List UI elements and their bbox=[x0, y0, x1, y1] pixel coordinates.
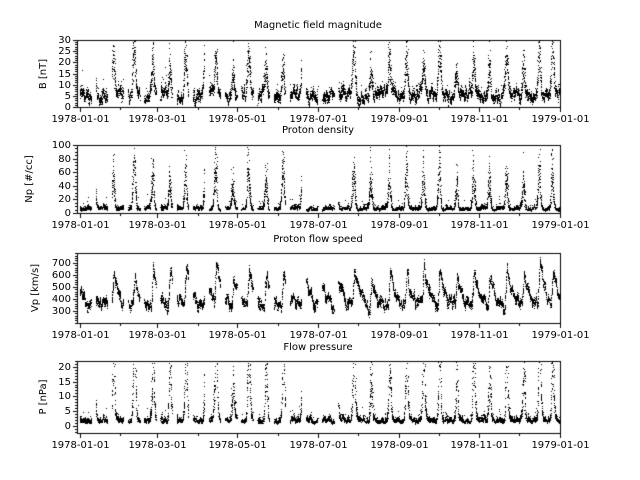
x-tick-label: 1978-09-01 bbox=[370, 114, 429, 125]
y-tick-label: 80 bbox=[58, 153, 71, 165]
x-tick-label: 1978-09-01 bbox=[370, 330, 429, 341]
x-tick-label: 1978-11-01 bbox=[450, 220, 509, 231]
y-tick-label: 5 bbox=[64, 405, 71, 417]
y-tick-label: 10 bbox=[58, 79, 71, 91]
y-tick-label: 400 bbox=[51, 293, 71, 305]
x-tick-label: 1978-09-01 bbox=[370, 440, 429, 451]
x-tick-label: 1978-07-01 bbox=[289, 440, 348, 451]
x-tick-label: 1978-01-01 bbox=[51, 220, 110, 231]
panel-title-flow-pressure: Flow pressure bbox=[283, 342, 353, 353]
y-axis-label-vp: Vp [km/s] bbox=[30, 263, 41, 313]
x-tick-label: 1979-01-01 bbox=[531, 114, 590, 125]
x-tick-label: 1978-11-01 bbox=[450, 330, 509, 341]
y-tick-label: 600 bbox=[51, 269, 71, 281]
y-tick-label: 15 bbox=[58, 68, 71, 80]
y-tick-label: 60 bbox=[58, 166, 71, 178]
x-tick-label: 1978-07-01 bbox=[289, 220, 348, 231]
x-tick-label: 1978-11-01 bbox=[450, 440, 509, 451]
x-tick-label: 1978-01-01 bbox=[51, 330, 110, 341]
y-tick-label: 20 bbox=[58, 193, 71, 205]
y-tick-label: 100 bbox=[51, 139, 71, 151]
x-tick-label: 1978-01-01 bbox=[51, 114, 110, 125]
y-tick-label: 5 bbox=[64, 90, 71, 102]
x-tick-label: 1978-07-01 bbox=[289, 114, 348, 125]
x-tick-label: 1978-05-01 bbox=[208, 220, 267, 231]
y-tick-label: 300 bbox=[51, 305, 71, 317]
x-tick-label: 1978-01-01 bbox=[51, 440, 110, 451]
y-axis-label-np: Np [#/cc] bbox=[24, 155, 35, 203]
x-tick-label: 1978-03-01 bbox=[128, 220, 187, 231]
y-tick-label: 500 bbox=[51, 281, 71, 293]
x-tick-label: 1978-05-01 bbox=[208, 114, 267, 125]
y-tick-label: 15 bbox=[58, 376, 71, 388]
y-tick-label: 20 bbox=[58, 56, 71, 68]
y-tick-label: 40 bbox=[58, 180, 71, 192]
y-axis-label-b: B [nT] bbox=[38, 58, 49, 90]
x-tick-label: 1979-01-01 bbox=[531, 220, 590, 231]
panel-title-magnetic-field: Magnetic field magnitude bbox=[254, 20, 382, 31]
y-tick-label: 700 bbox=[51, 257, 71, 269]
x-tick-label: 1978-03-01 bbox=[128, 330, 187, 341]
x-tick-label: 1979-01-01 bbox=[531, 440, 590, 451]
y-tick-label: 0 bbox=[64, 207, 71, 219]
x-tick-label: 1978-05-01 bbox=[208, 440, 267, 451]
y-axis-label-p: P [nPa] bbox=[38, 379, 49, 415]
x-tick-label: 1978-03-01 bbox=[128, 114, 187, 125]
x-tick-label: 1978-05-01 bbox=[208, 330, 267, 341]
y-tick-label: 25 bbox=[58, 45, 71, 57]
y-tick-label: 0 bbox=[64, 420, 71, 432]
x-tick-label: 1978-03-01 bbox=[128, 440, 187, 451]
x-tick-label: 1979-01-01 bbox=[531, 330, 590, 341]
y-tick-label: 20 bbox=[58, 361, 71, 373]
y-tick-label: 10 bbox=[58, 390, 71, 402]
panel-title-proton-flow-speed: Proton flow speed bbox=[273, 234, 363, 245]
x-tick-label: 1978-07-01 bbox=[289, 330, 348, 341]
y-tick-label: 30 bbox=[58, 34, 71, 46]
y-tick-label: 0 bbox=[64, 101, 71, 113]
panel-title-proton-density: Proton density bbox=[281, 125, 355, 136]
x-tick-label: 1978-09-01 bbox=[370, 220, 429, 231]
x-tick-label: 1978-11-01 bbox=[450, 114, 509, 125]
